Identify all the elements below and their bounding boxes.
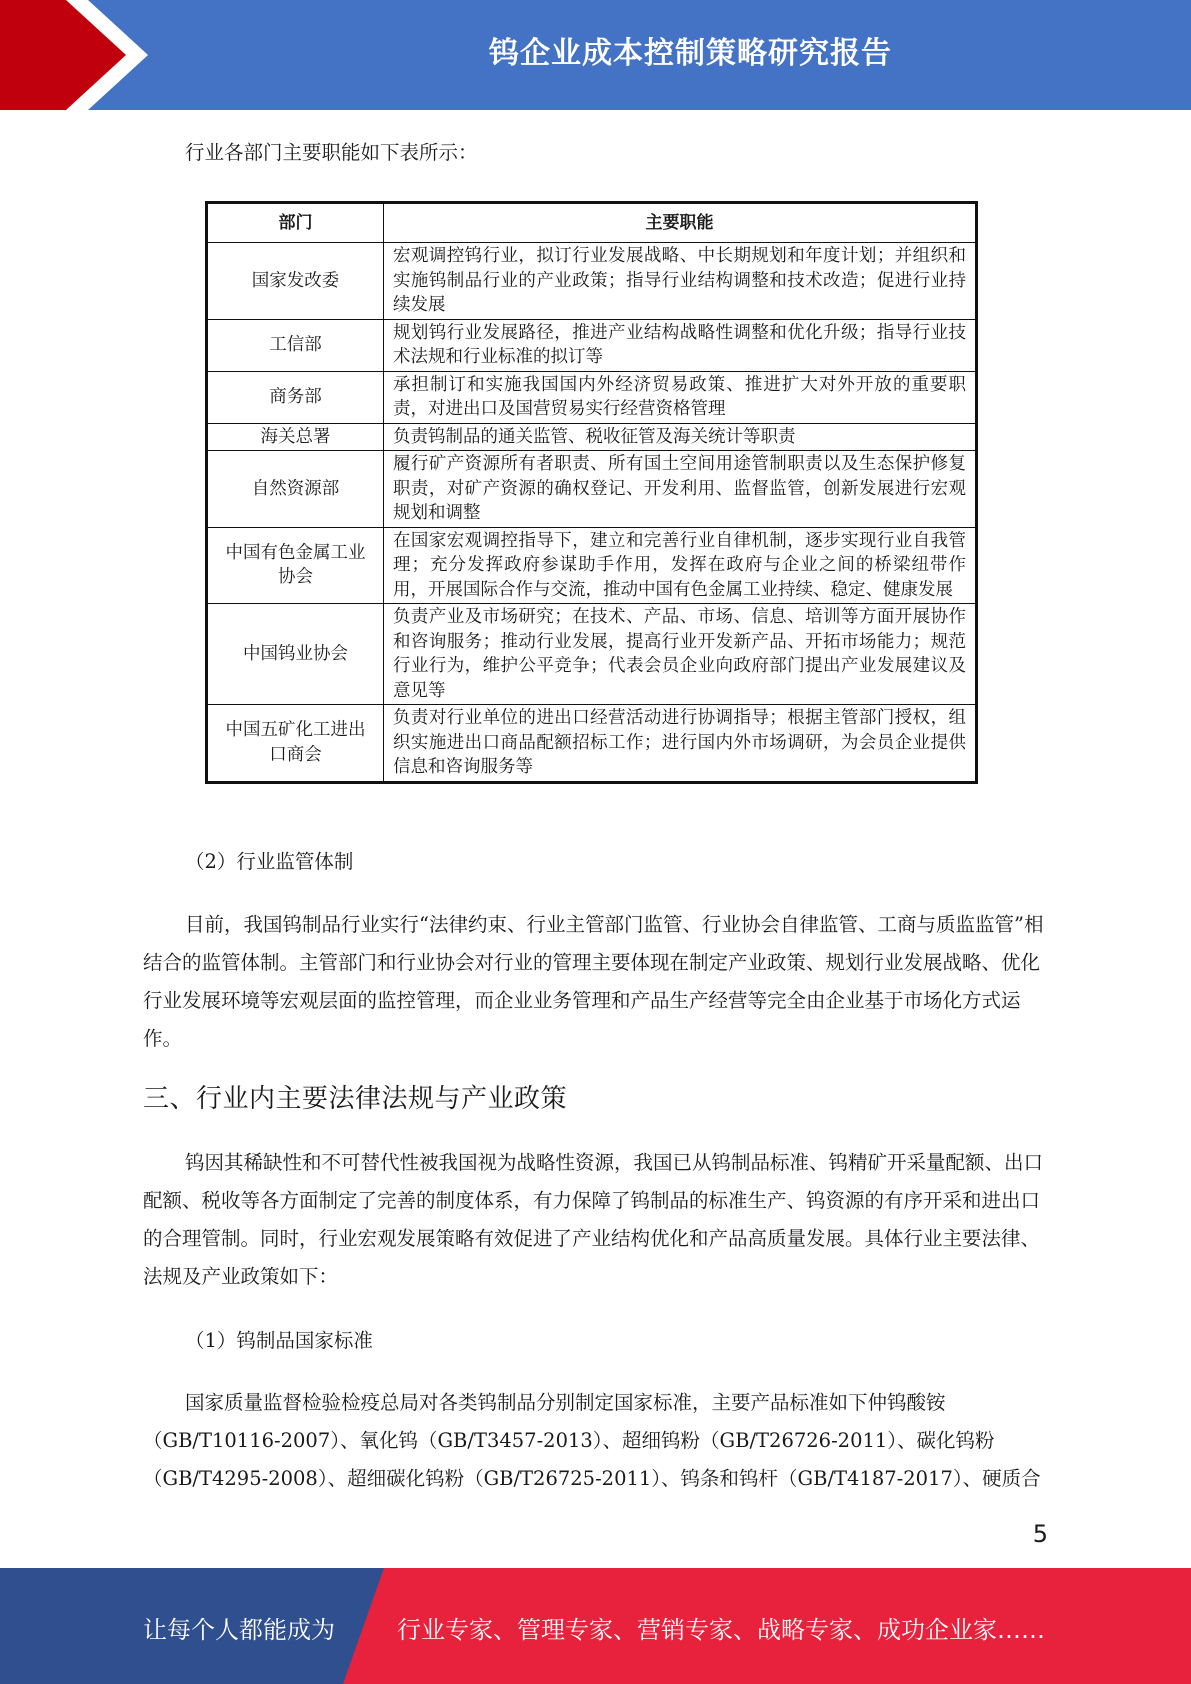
department-cell: 中国有色金属工业协会 <box>207 527 384 604</box>
table-row <box>207 243 977 320</box>
page-header <box>0 0 1191 110</box>
page-number: 5 <box>1032 1520 1048 1548</box>
department-cell: 工信部 <box>207 319 384 371</box>
function-cell: 宏观调控钨行业，拟订行业发展战略、中长期规划和年度计划；并组织和实施钨制品行业的产业政策；指导行业结构调整和技术改造；促进行业持续发展 <box>384 243 977 320</box>
table-row <box>207 705 977 783</box>
table-row <box>207 319 977 371</box>
footer-slogan-right: 行业专家、管理专家、营销专家、战略专家、成功企业家…… <box>397 1616 1045 1644</box>
subsection-national-standards: （1）钨制品国家标准 <box>185 1329 373 1352</box>
table-intro: 行业各部门主要职能如下表所示： <box>185 141 478 164</box>
table-row <box>207 423 977 451</box>
function-cell: 在国家宏观调控指导下，建立和完善行业自律机制，逐步实现行业自我管理；充分发挥政府参谋助手作用，发挥在政府与企业之间的桥梁纽带作用，开展国际合作与交流，推动中国有色金属工业持续、稳定、健康发展 <box>384 527 977 604</box>
department-cell: 自然资源部 <box>207 451 384 528</box>
table-row <box>207 371 977 423</box>
department-cell: 中国五矿化工进出口商会 <box>207 705 384 783</box>
table-header-row <box>207 203 977 243</box>
paragraph-regulatory-system: 目前，我国钨制品行业实行“法律约束、行业主管部门监管、行业协会自律监管、工商与质监监管”相结合的监管体制。主管部门和行业协会对行业的管理主要体现在制定产业政策、规划行业发展战略、优化行业发展环境等宏观层面的监控管理，而企业业务管理和产品生产经营等完全由企业基于市场化方式运作。 <box>143 913 1044 1050</box>
table-row <box>207 604 977 705</box>
paragraph-national-standards: 国家质量监督检验检疫总局对各类钨制品分别制定国家标准，主要产品标准如下仲钨酸铵（GB/T10116-2007）、氧化钨（GB/T3457-2013）、超细钨粉（GB/T26726-2011）、碳化钨粉（GB/T4295-2008）、超细碳化钨粉（GB/T26725-2011）、钨条和钨杆（GB/T4187-2017）、硬质合 <box>143 1391 1041 1490</box>
function-cell: 负责对行业单位的进出口经营活动进行协调指导；根据主管部门授权，组织实施进出口商品配额招标工作；进行国内外市场调研，为会员企业提供信息和咨询服务等 <box>384 705 977 783</box>
report-title: 钨企业成本控制策略研究报告 <box>489 36 892 71</box>
paragraph-laws-policies: 钨因其稀缺性和不可替代性被我国视为战略性资源，我国已从钨制品标准、钨精矿开采量配额、出口配额、税收等各方面制定了完善的制度体系，有力保障了钨制品的标准生产、钨资源的有序开采和进出口的合理管制。同时，行业宏观发展策略有效促进了产业结构优化和产品高质量发展。具体行业主要法律、法规及产业政策如下： <box>143 1151 1044 1288</box>
function-cell: 负责钨制品的通关监管、税收征管及海关统计等职责 <box>384 423 977 451</box>
column-header-department: 部门 <box>207 203 384 243</box>
department-cell: 商务部 <box>207 371 384 423</box>
department-cell: 中国钨业协会 <box>207 604 384 705</box>
function-cell: 规划钨行业发展路径，推进产业结构战略性调整和优化升级；指导行业技术法规和行业标准的拟订等 <box>384 319 977 371</box>
department-cell: 海关总署 <box>207 423 384 451</box>
function-cell: 负责产业及市场研究；在技术、产品、市场、信息、培训等方面开展协作和咨询服务；推动行业发展，提高行业开发新产品、开拓市场能力；规范行业行为，维护公平竞争；代表会员企业向政府部门提出产业发展建议及意见等 <box>384 604 977 705</box>
subsection-regulatory-system: （2）行业监管体制 <box>185 850 354 873</box>
footer-slogan-left: 让每个人都能成为 <box>143 1616 335 1644</box>
function-cell: 履行矿产资源所有者职责、所有国土空间用途管制职责以及生态保护修复职责，对矿产资源的确权登记、开发利用、监督监管，创新发展进行宏观规划和调整 <box>384 451 977 528</box>
table-row <box>207 527 977 604</box>
column-header-functions: 主要职能 <box>384 203 977 243</box>
function-cell: 承担制订和实施我国国内外经济贸易政策、推进扩大对外开放的重要职责，对进出口及国营贸易实行经营资格管理 <box>384 371 977 423</box>
header-arrow-decoration <box>0 0 160 110</box>
department-cell: 国家发改委 <box>207 243 384 320</box>
table-row <box>207 451 977 528</box>
section-heading: 三、行业内主要法律法规与产业政策 <box>143 1084 568 1114</box>
department-functions-table <box>205 201 978 784</box>
page-footer <box>0 1568 1191 1684</box>
